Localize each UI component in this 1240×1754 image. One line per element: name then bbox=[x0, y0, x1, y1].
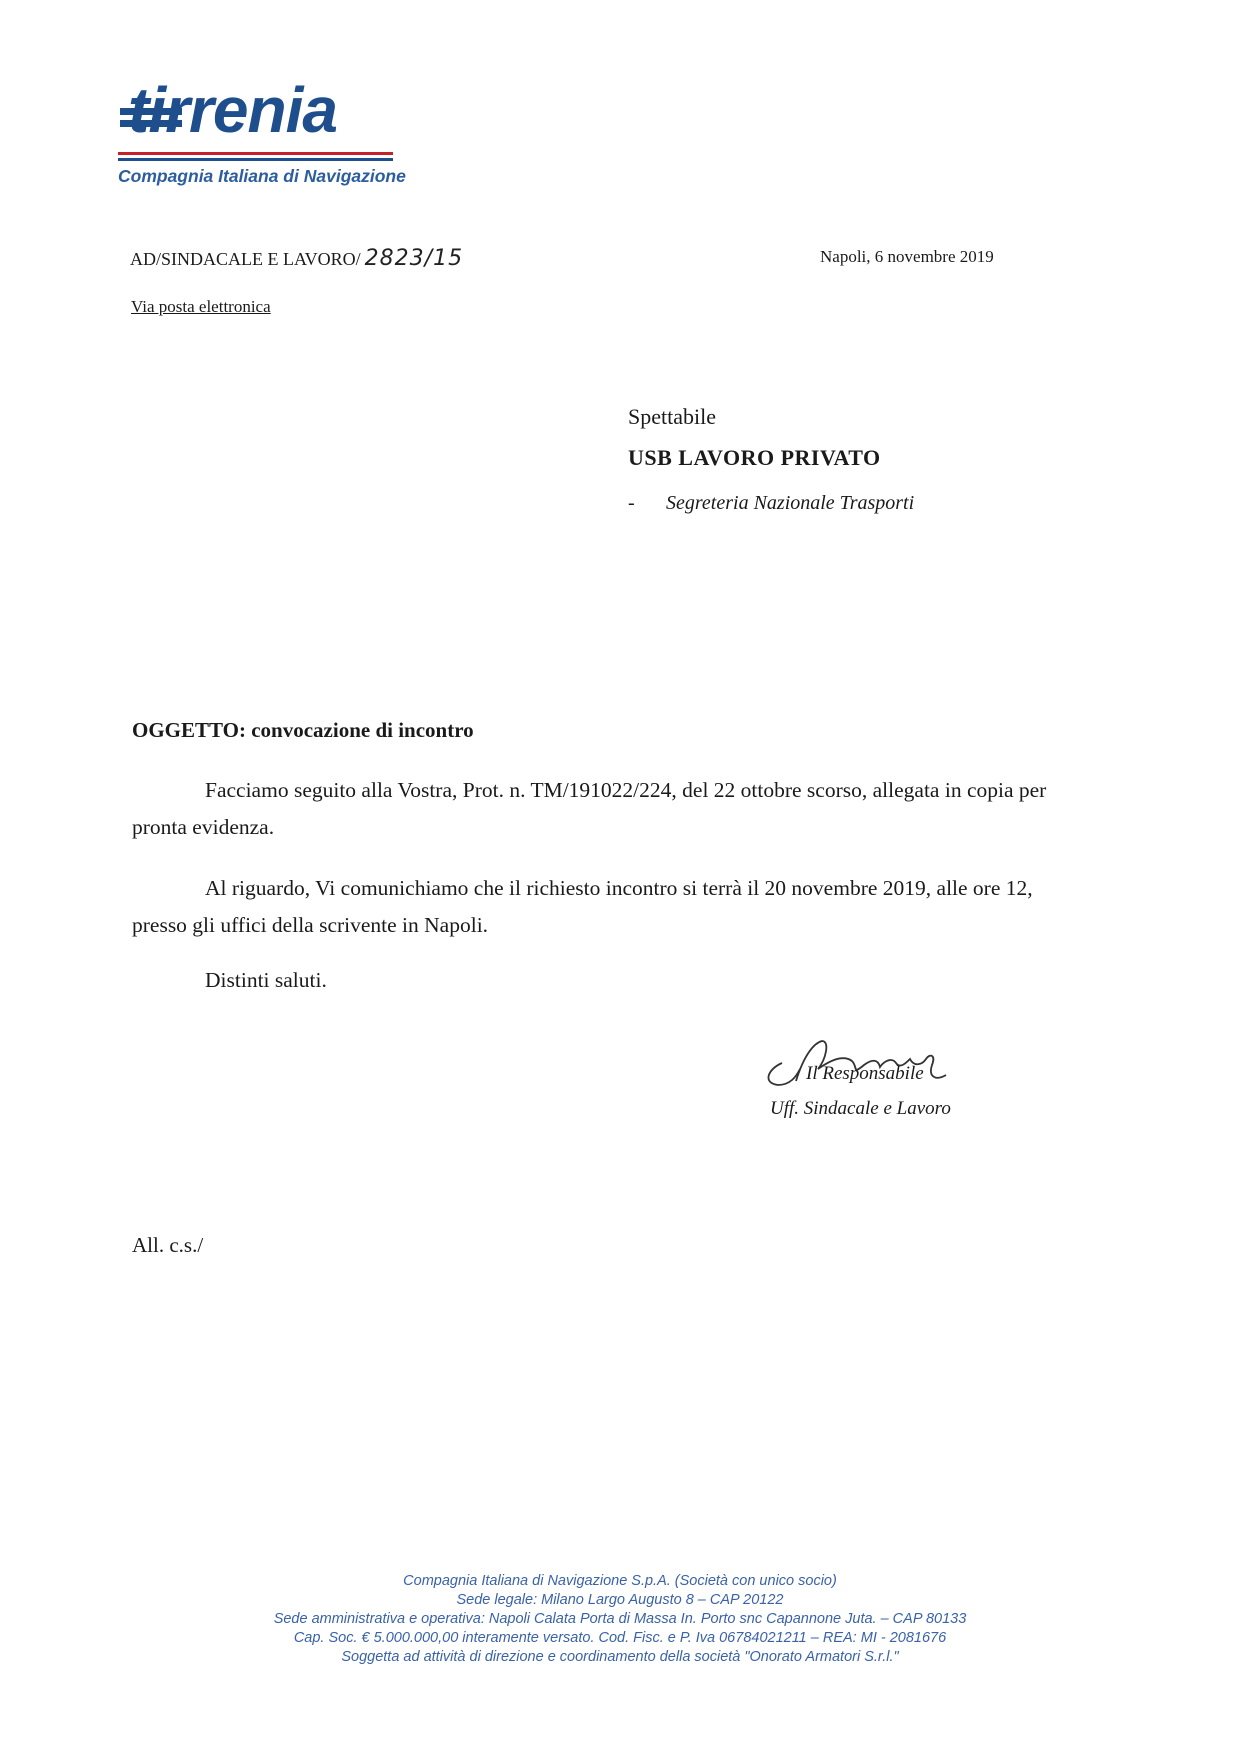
company-footer bbox=[0, 1572, 1240, 1667]
closing-greeting: Distinti saluti. bbox=[205, 968, 327, 992]
recipient-department bbox=[628, 492, 914, 515]
footer-line-capital: Cap. Soc. € 5.000.000,00 interamente versato. Cod. Fisc. e P. Iva 06784021211 – REA: MI - 2081676 bbox=[293, 1630, 947, 1646]
footer-line-company: Compagnia Italiana di Navigazione S.p.A. (Società con unico socio) bbox=[403, 1573, 837, 1589]
footer-line-operative-office: Sede amministrativa e operativa: Napoli Calata Porta di Massa In. Porto snc Capannone Juta. – CAP 80133 bbox=[273, 1611, 967, 1627]
paragraph-1-text: Facciamo seguito alla Vostra, Prot. n. TM/191022/224, del 22 ottobre scorso, allegata in copia per pronta evidenza. bbox=[132, 778, 1047, 839]
footer-line-parent-company: Soggetta ad attività di direzione e coordinamento della società "Onorato Armatori S.r.l." bbox=[341, 1649, 899, 1665]
letter-date: Napoli, 6 novembre 2019 bbox=[820, 247, 994, 266]
body-paragraph-2 bbox=[132, 870, 1062, 944]
paragraph-2-text: Al riguardo, Vi comunichiamo che il richiesto incontro si terrà il 20 novembre 2019, alle ore 12, presso gli uffici della scrivente in Napoli. bbox=[132, 876, 1033, 937]
delivery-method: Via posta elettronica bbox=[131, 297, 271, 316]
reference-prefix: AD/SINDACALE E LAVORO/ bbox=[130, 249, 361, 269]
department-bullet: - bbox=[628, 492, 635, 514]
protocol-reference bbox=[130, 246, 463, 271]
reference-handwritten-number: 2823/15 bbox=[364, 246, 464, 271]
recipient-organization: USB LAVORO PRIVATO bbox=[628, 445, 881, 470]
body-paragraph-1 bbox=[132, 772, 1062, 846]
signatory-department: Uff. Sindacale e Lavoro bbox=[770, 1098, 951, 1119]
department-name: Segreteria Nazionale Trasporti bbox=[666, 492, 915, 514]
brand-wordmark: tirrenia bbox=[128, 74, 337, 146]
letter-subject: OGGETTO: convocazione di incontro bbox=[132, 718, 474, 742]
company-logo bbox=[118, 72, 448, 192]
signatory-role: Il Responsabile bbox=[806, 1063, 924, 1084]
footer-line-registered-office: Sede legale: Milano Largo Augusto 8 – CAP 20122 bbox=[456, 1592, 784, 1608]
company-tagline: Compagnia Italiana di Navigazione bbox=[118, 166, 406, 186]
recipient-salutation: Spettabile bbox=[628, 404, 716, 429]
attachments-note: All. c.s./ bbox=[132, 1233, 204, 1257]
